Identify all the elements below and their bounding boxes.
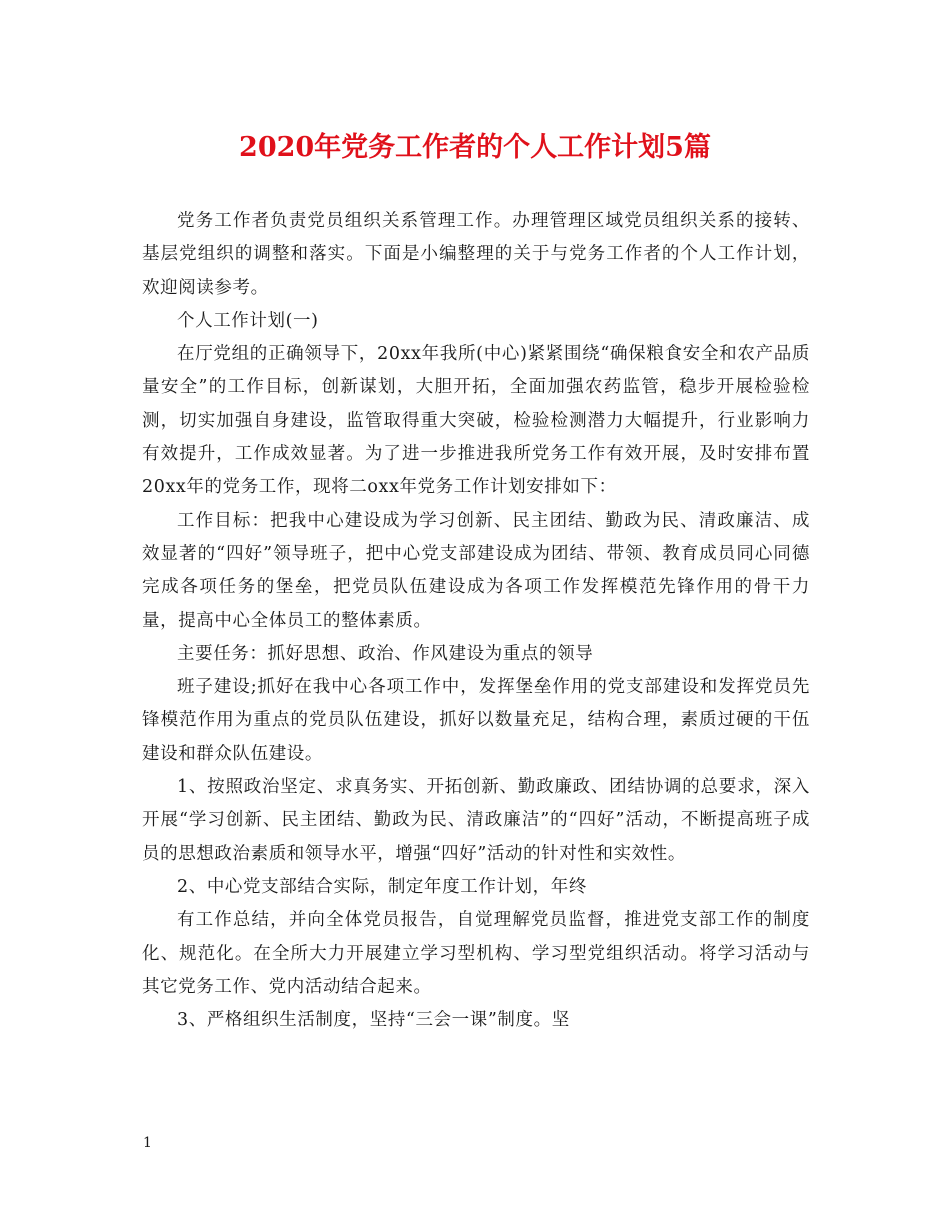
paragraph-item-1: 1、按照政治坚定、求真务实、开拓创新、勤政廉政、团结协调的总要求，深入开展“学习创新、民主团结、勤政为民、清政廉洁”的“四好”活动，不断提高班子成员的思想政治素质和领导水平，增强“四好”活动的针对性和实效性。: [142, 777, 810, 864]
paragraph-team-building: 班子建设;抓好在我中心各项工作中，发挥堡垒作用的党支部建设和发挥党员先锋模范作用为重点的党员队伍建设，抓好以数量充足，结构合理，素质过硬的干伍建设和群众队伍建设。: [142, 677, 810, 764]
paragraph-item-2-continued: 有工作总结，并向全体党员报告，自觉理解党员监督，推进党支部工作的制度化、规范化。在全所大力开展建立学习型机构、学习型党组织活动。将学习活动与其它党务工作、党内活动结合起来。: [142, 910, 810, 997]
paragraph-item-2: 2、中心党支部结合实际，制定年度工作计划，年终: [177, 876, 587, 897]
paragraph-background: 在厅党组的正确领导下，20xx年我所(中心)紧紧围绕“确保粮食安全和农产品质量安全”的工作目标，创新谋划，大胆开拓，全面加强农药监管，稳步开展检验检测，切实加强自身建设，监管取得重大突破，检验检测潜力大幅提升，行业影响力有效提升，工作成效显著。为了进一步推进我所党务工作有效开展，及时安排布置20xx年的党务工作，现将二oxx年党务工作计划安排如下：: [142, 344, 810, 498]
document-title: 2020年党务工作者的个人工作计划5篇: [239, 132, 711, 163]
paragraph-section-heading: 个人工作计划(一): [177, 310, 319, 331]
paragraph-work-goals: 工作目标：把我中心建设成为学习创新、民主团结、勤政为民、清政廉洁、成效显著的“四好”领导班子，把中心党支部建设成为团结、带领、教育成员同心同德完成各项任务的堡垒，把党员队伍建设成为各项工作发挥模范先锋作用的骨干力量，提高中心全体员工的整体素质。: [142, 510, 810, 631]
page-number: 1: [143, 1135, 152, 1151]
paragraph-intro: 党务工作者负责党员组织关系管理工作。办理管理区域党员组织关系的接转、基层党组织的调整和落实。下面是小编整理的关于与党务工作者的个人工作计划，欢迎阅读参考。: [142, 211, 810, 298]
paragraph-main-tasks: 主要任务：抓好思想、政治、作风建设为重点的领导: [177, 643, 594, 664]
paragraph-item-3: 3、严格组织生活制度，坚持“三会一课”制度。坚: [177, 1010, 570, 1031]
document-body: [142, 205, 810, 1037]
